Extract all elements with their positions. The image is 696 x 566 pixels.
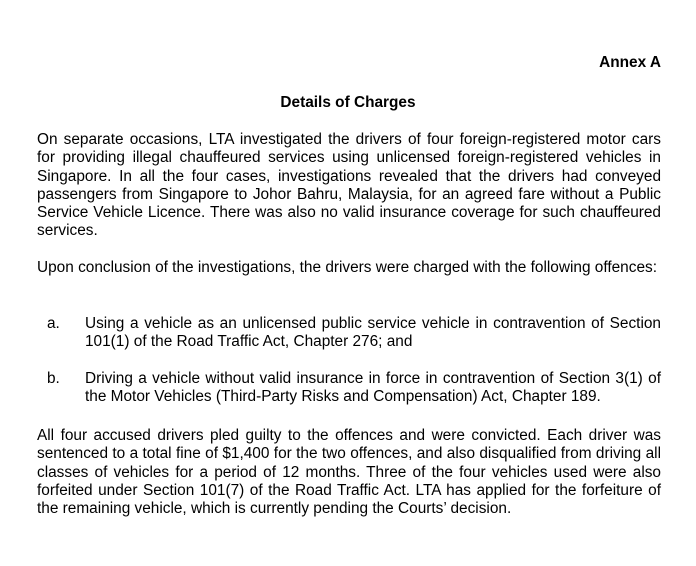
annex-label: Annex A: [599, 54, 661, 71]
list-item-text: Using a vehicle as an unlicensed public service vehicle in contravention of Section 101(1) of the Road Traffic Act, Chapter 276; and: [85, 315, 661, 351]
page-title: Details of Charges: [280, 94, 416, 111]
list-item-text: Driving a vehicle without valid insurance in force in contravention of Section 3(1) of the Motor Vehicles (Third-Party Risks and Compensation) Act, Chapter 189.: [85, 370, 661, 406]
paragraph-outcome: All four accused drivers pled guilty to the offences and were convicted. Each driver was sentenced to a total fine of $1,400 for the two offences, and also disqualified from driving all classes of vehicles for a period of 12 months. Three of the four vehicles used were also forfeited under Section 101(7) of the Road Traffic Act. LTA has applied for the forfeiture of the remaining vehicle, which is currently pending the Courts’ decision.: [37, 427, 661, 518]
paragraph-investigation: On separate occasions, LTA investigated the drivers of four foreign-registered motor cars for providing illegal chauffeured services using unlicensed foreign-registered vehicles in Singapore. In all the four cases, investigations revealed that the drivers had conveyed passengers from Singapore to Johor Bahru, Malaysia, for an agreed fare without a Public Service Vehicle Licence. There was also no valid insurance coverage for such chauffeured services.: [37, 131, 661, 240]
paragraph-charges-intro: Upon conclusion of the investigations, the drivers were charged with the following offences:: [37, 259, 657, 276]
list-marker: b.: [47, 370, 60, 387]
list-marker: a.: [47, 315, 60, 332]
